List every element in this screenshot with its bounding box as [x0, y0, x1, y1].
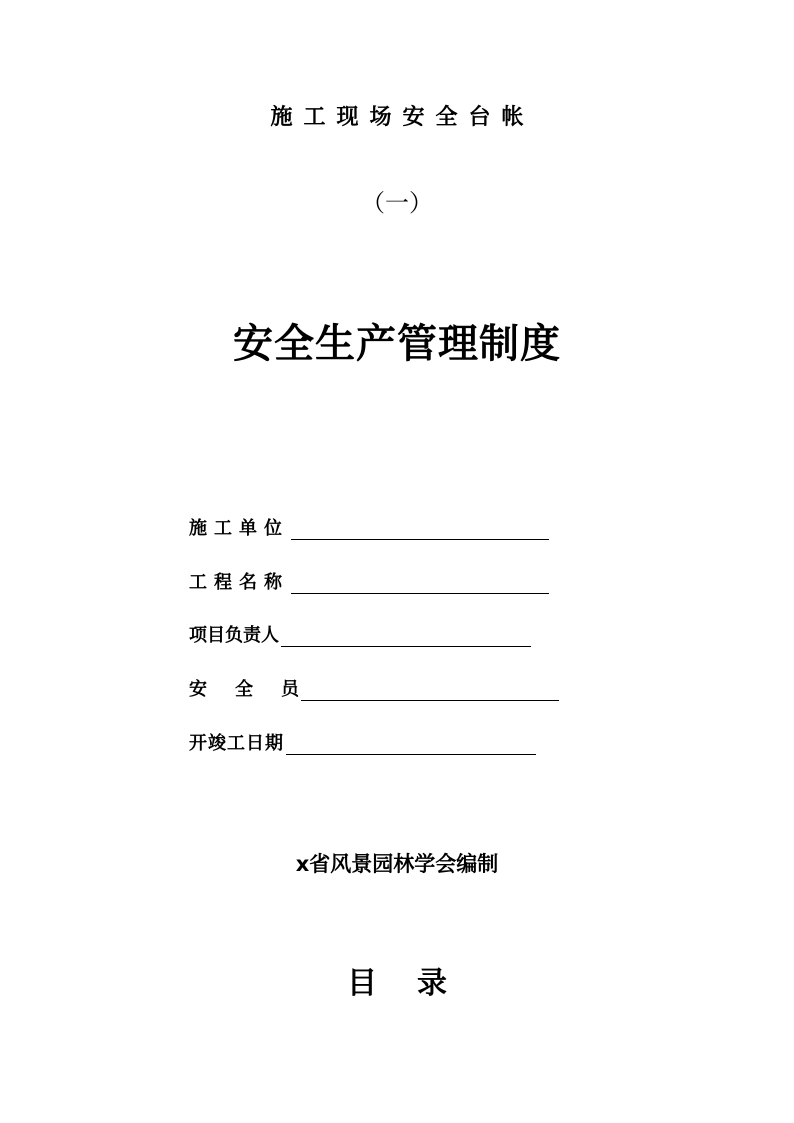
volume-number: （一）	[361, 189, 433, 217]
field-construction-unit	[189, 512, 549, 540]
table-of-contents-title: 目录	[347, 966, 487, 1001]
project-manager-blank[interactable]	[281, 624, 531, 647]
safety-officer-blank[interactable]	[301, 678, 559, 701]
safety-officer-char-2: 全	[235, 679, 253, 700]
field-project-name	[189, 566, 549, 594]
safety-officer-char-1: 安	[189, 679, 207, 700]
start-end-dates-blank[interactable]	[286, 732, 536, 755]
field-project-manager	[189, 619, 531, 647]
field-safety-officer	[189, 673, 559, 701]
main-title: 安全生产管理制度	[233, 320, 561, 367]
project-manager-label: 项目负责人	[189, 625, 279, 646]
construction-unit-blank[interactable]	[291, 517, 549, 540]
publisher-line: x省风景园林学会编制	[295, 852, 499, 876]
ledger-title: 施工现场安全台帐	[270, 104, 535, 130]
project-name-blank[interactable]	[291, 571, 549, 594]
safety-officer-label	[189, 679, 299, 701]
start-end-dates-label: 开竣工日期	[189, 733, 284, 754]
project-name-label: 工程名称	[189, 572, 289, 593]
field-start-end-dates	[189, 727, 536, 755]
construction-unit-label: 施工单位	[189, 518, 289, 539]
safety-officer-char-3: 员	[281, 679, 299, 700]
